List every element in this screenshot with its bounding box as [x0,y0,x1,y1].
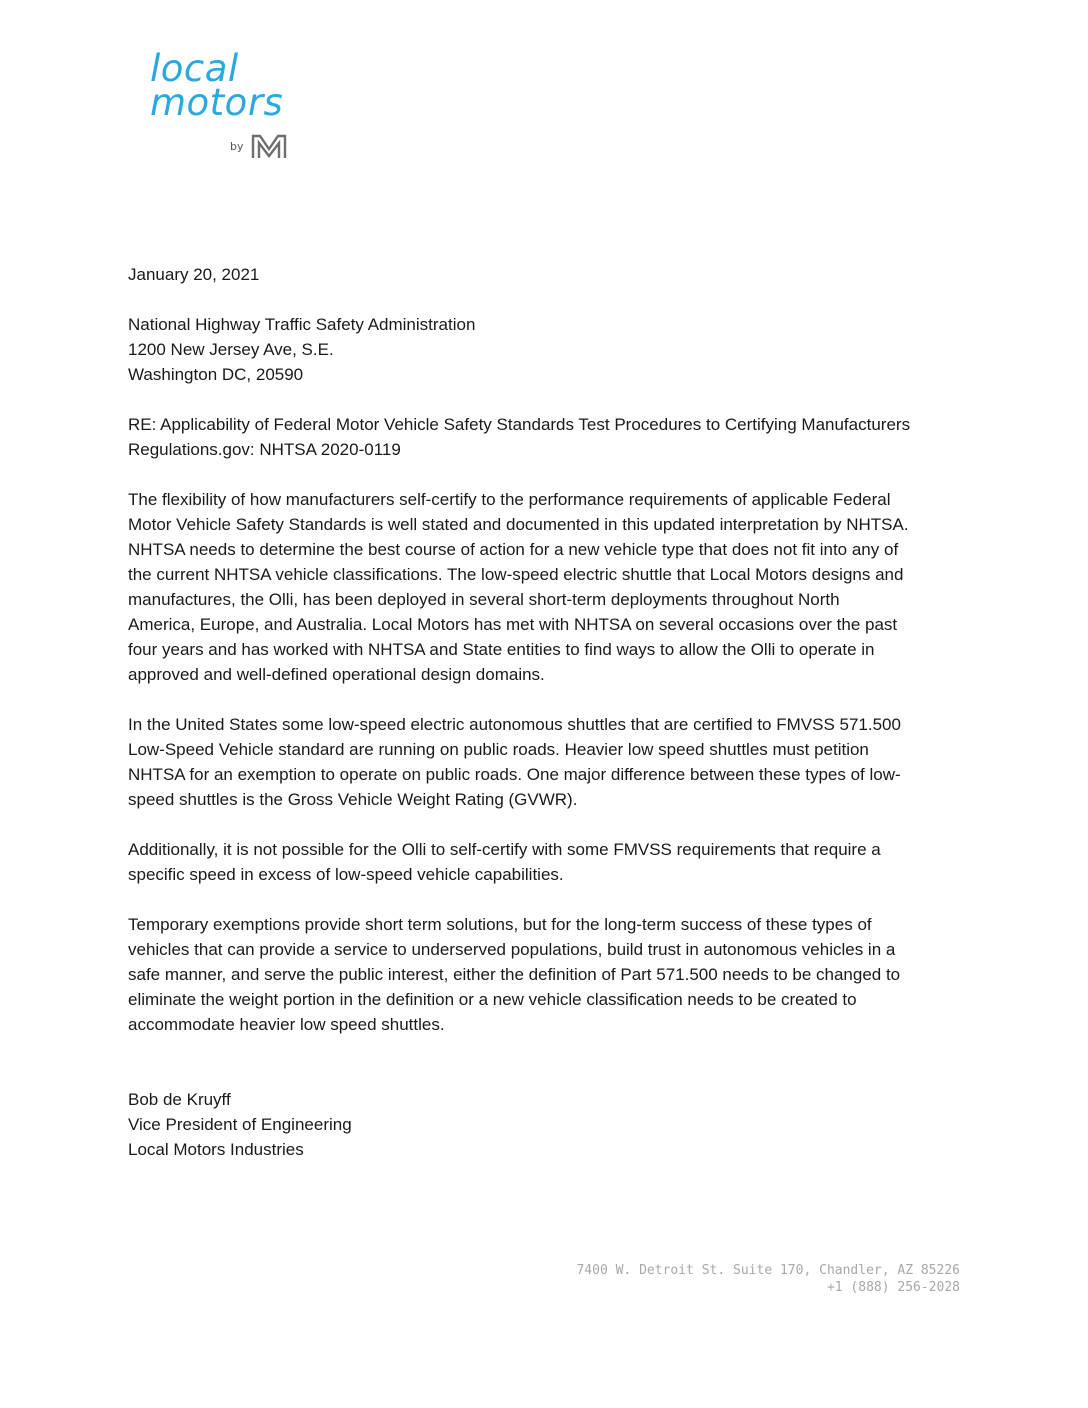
signer-title: Vice President of Engineering [128,1115,352,1134]
paragraph-line: Additionally, it is not possible for the Olli to self-certify with some FMVSS requirements that require a [128,840,881,859]
subject-docket: Regulations.gov: NHTSA 2020-0119 [128,440,401,459]
paragraph-line: America, Europe, and Australia. Local Motors has met with NHTSA on several occasions over the past [128,615,898,634]
paragraph-3 [128,837,960,887]
m-monogram-icon [250,132,288,160]
paragraph-1 [128,487,960,687]
signer-name: Bob de Kruyff [128,1090,231,1109]
paragraph-line: Motor Vehicle Safety Standards is well stated and documented in this updated interpretation by NHTSA. [128,515,909,534]
paragraph-line: NHTSA for an exemption to operate on public roads. One major difference between these types of low- [128,765,901,784]
paragraph-line: vehicles that can provide a service to underserved populations, build trust in autonomous vehicles in a [128,940,896,959]
recipient-street: 1200 New Jersey Ave, S.E. [128,340,334,359]
paragraph-line: four years and has worked with NHTSA and State entities to find ways to allow the Olli to operate in [128,640,875,659]
paragraph-line: manufactures, the Olli, has been deployed in several short-term deployments throughout North [128,590,840,609]
paragraph-line: Temporary exemptions provide short term solutions, but for the long-term success of these types of [128,915,872,934]
paragraph-line: In the United States some low-speed electric autonomous shuttles that are certified to FMVSS 571.500 [128,715,901,734]
recipient-city: Washington DC, 20590 [128,365,304,384]
subject-title: RE: Applicability of Federal Motor Vehicle Safety Standards Test Procedures to Certifying Manufacturers [128,415,911,434]
paragraph-line: specific speed in excess of low-speed vehicle capabilities. [128,865,564,884]
paragraph-line: The flexibility of how manufacturers self-certify to the performance requirements of applicable Federal [128,490,891,509]
paragraph-line: NHTSA needs to determine the best course of action for a new vehicle type that does not fit into any of [128,540,899,559]
paragraph-line: safe manner, and serve the public interest, either the definition of Part 571.500 needs to be changed to [128,965,901,984]
paragraph-line: approved and well-defined operational design domains. [128,665,545,684]
letterhead-footer [576,1262,960,1296]
letter-date: January 20, 2021 [128,265,260,284]
paragraph-line: the current NHTSA vehicle classifications. The low-speed electric shuttle that Local Motors designs and [128,565,904,584]
logo-word-local: local [150,47,239,90]
signature-block [128,1087,960,1162]
paragraph-line: speed shuttles is the Gross Vehicle Weight Rating (GVWR). [128,790,578,809]
logo-word-motors: motors [150,81,284,124]
paragraph-line: Low-Speed Vehicle standard are running on public roads. Heavier low speed shuttles must petition [128,740,869,759]
paragraph-line: eliminate the weight portion in the definition or a new vehicle classification needs to be created to [128,990,857,1009]
paragraph-line: accommodate heavier low speed shuttles. [128,1015,445,1034]
footer-phone: +1 (888) 256-2028 [826,1280,960,1295]
recipient-name: National Highway Traffic Safety Administration [128,315,476,334]
company-logo [150,47,310,164]
logo-by-text: by [230,140,244,153]
footer-address: 7400 W. Detroit St. Suite 170, Chandler, AZ 85226 [576,1263,960,1278]
letter-body [128,262,960,1162]
recipient-address [128,312,960,387]
signer-company: Local Motors Industries [128,1140,304,1159]
paragraph-4 [128,912,960,1037]
subject-line [128,412,960,462]
paragraph-2 [128,712,960,812]
